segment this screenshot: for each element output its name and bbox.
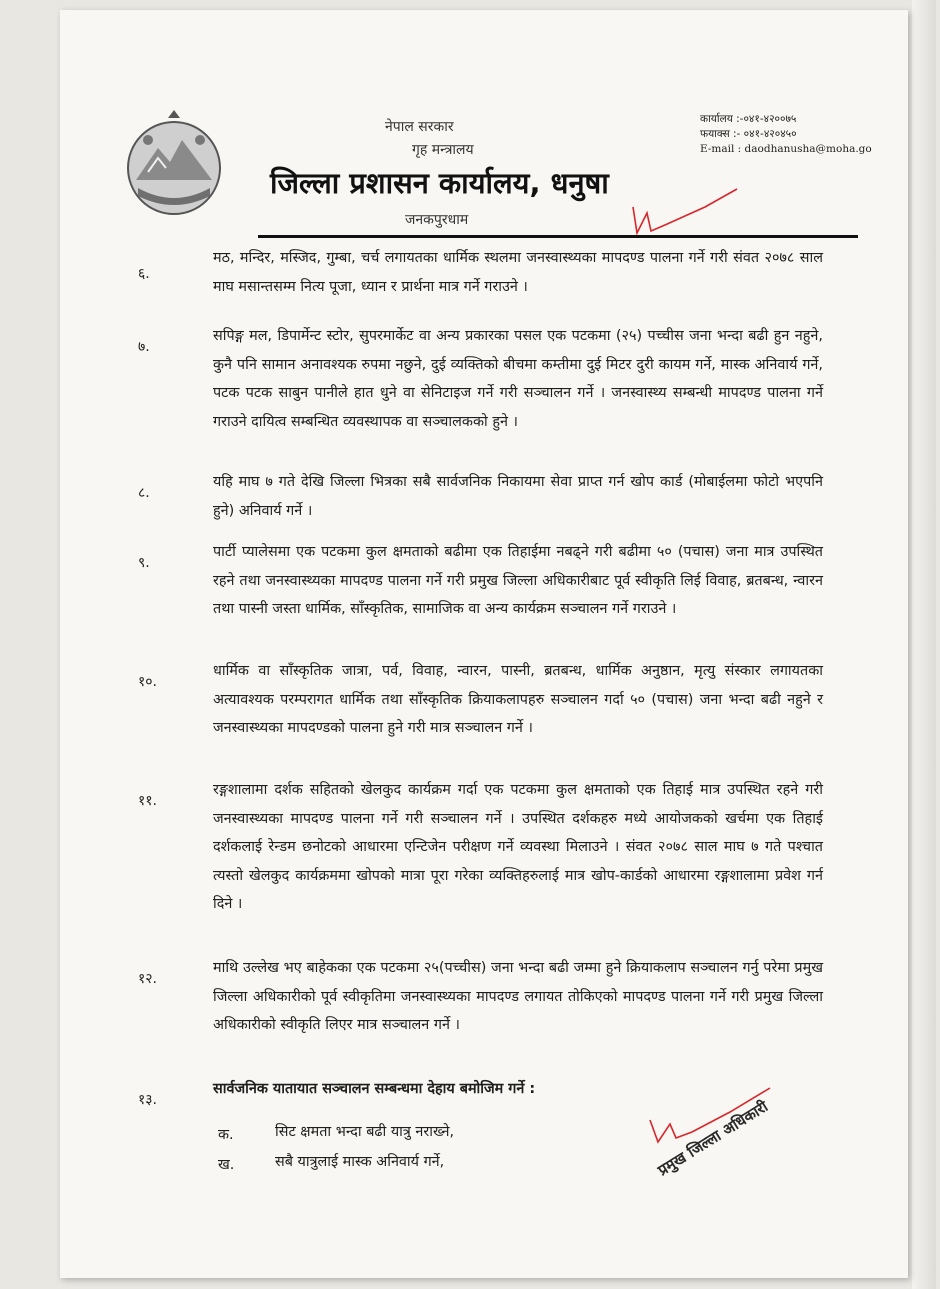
item-number: १०. [138,674,158,690]
office-location: जनकपुरधाम [405,212,469,228]
item-number: ९. [138,555,150,571]
office-phone: कार्यालय :-०४१-४२००७५ [700,113,797,125]
subitem-text: सिट क्षमता भन्दा बढी यात्रु नराख्ने, [275,1124,455,1140]
subitem-text: सबै यात्रुलाई मास्क अनिवार्य गर्ने, [275,1154,445,1170]
header-divider [258,235,858,238]
signature-stamp [640,1080,800,1190]
office-title: जिल्ला प्रशासन कार्यालय, धनुषा [270,166,609,200]
item-text: यहि माघ ७ गते देखि जिल्ला भित्रका सबै सार्वजनिक निकायमा सेवा प्राप्त गर्न खोप कार्ड (मोबाईलमा फोटो भएपनि हुने) अनिवार्य गर्ने । [213,474,823,519]
subitem-label: ख. [218,1157,235,1173]
subitem-label: क. [218,1127,234,1143]
item-text: धार्मिक वा साँस्कृतिक जात्रा, पर्व, विवाह, न्वारन, पास्नी, ब्रतबन्ध, धार्मिक अनुष्ठान, मृत्यु संस्कार लगायतका अत्यावश्यक परम्परागत धार्मिक तथा साँस्कृतिक क्रियाकलापहरु सञ्चालन गर्दा ५० (पचास) जना भन्दा बढी नहुने र जनस्वास्थ्यका मापदण्डको पालना हुने गरी मात्र सञ्चालन गर्ने । [213,663,823,736]
item-number: ८. [138,485,150,501]
item-number: १३. [138,1092,158,1108]
email-address: E-mail : daodhanusha@moha.go [700,143,872,155]
ministry-name: गृह मन्त्रालय [412,142,474,158]
fax-number: फयाक्स :- ०४१-४२०४५० [700,128,797,140]
item-number: ११. [138,793,158,809]
item-text: रङ्गशालामा दर्शक सहितको खेलकुद कार्यक्रम गर्दा एक पटकमा कुल क्षमताको एक तिहाई मात्र उपस्थित रहने गरी जनस्वास्थ्यका मापदण्ड पालना गर्ने गरी सञ्चालन गर्ने । उपस्थित दर्शकहरु मध्ये आयोजकको खर्चमा एक तिहाई दर्शकलाई रेन्डम छनोटको आधारमा एन्टिजेन परीक्षण गर्ने व्यवस्था मिलाउने । संवत २०७८ साल माघ ७ गते पश्चात त्यस्तो खेलकुद कार्यक्रममा खोपको मात्रा पूरा गरेका व्यक्तिहरुलाई मात्र खोप-कार्डको आधारमा रङ्गशालामा प्रवेश गर्न दिने । [213,782,823,912]
item-text: मठ, मन्दिर, मस्जिद, गुम्बा, चर्च लगायतका धार्मिक स्थलमा जनस्वास्थ्यका मापदण्ड पालना गर्ने गरी संवत २०७८ साल माघ मसान्तसम्म नित्य पूजा, ध्यान र प्रार्थना मात्र गर्ने गराउने । [213,250,823,295]
page-stack-edge [912,0,936,1289]
item-heading: सार्वजनिक यातायात सञ्चालन सम्बन्धमा देहाय बमोजिम गर्ने : [213,1081,536,1097]
stamp-text: प्रमुख जिल्ला अधिकारी [654,1097,772,1180]
item-text: पार्टी प्यालेसमा एक पटकमा कुल क्षमताको बढीमा एक तिहाईमा नबढ्ने गरी बढीमा ५० (पचास) जना मात्र उपस्थित रहने तथा जनस्वास्थ्यका मापदण्ड पालना गर्ने गरी प्रमुख जिल्ला अधिकारीबाट पूर्व स्वीकृति लिई विवाह, ब्रतबन्ध, न्वारन तथा पास्नी जस्ता धार्मिक, साँस्कृतिक, सामाजिक वा अन्य कार्यक्रम सञ्चालन गर्ने गराउने । [213,544,823,617]
item-text: सपिङ्ग मल, डिपार्मेन्ट स्टोर, सुपरमार्केट वा अन्य प्रकारका पसल एक पटकमा (२५) पच्चीस जना भन्दा बढी हुन नहुने, कुनै पनि सामान अनावश्यक रुपमा नछुने, दुई व्यक्तिको बीचमा कम्तीमा दुई मिटर दुरी कायम गर्ने, मास्क अनिवार्य गर्ने, पटक पटक साबुन पानीले हात धुने वा सेनिटाइज गर्ने गरी सञ्चालन गर्ने । जनस्वास्थ्य सम्बन्धी मापदण्ड पालना गर्ने गराउने दायित्व सम्बन्धित व्यवस्थापक वा सञ्चालकको हुने । [213,328,823,430]
nepal-emblem-icon [118,110,230,222]
item-text: माथि उल्लेख भए बाहेकका एक पटकमा २५(पच्चीस) जना भन्दा बढी जम्मा हुने क्रियाकलाप सञ्चालन गर्नु परेमा प्रमुख जिल्ला अधिकारीको पूर्व स्वीकृतिमा जनस्वास्थ्यका मापदण्ड लगायत तोकिएको मापदण्ड पालना गर्ने गरी प्रमुख जिल्ला अधिकारीको स्वीकृति लिएर मात्र सञ्चालन गर्ने । [213,960,823,1033]
item-number: ६. [138,266,150,282]
government-name: नेपाल सरकार [385,119,454,135]
item-number: १२. [138,971,158,987]
item-number: ७. [138,339,150,355]
contact-block [700,112,872,157]
signature-mark-icon [625,185,745,245]
